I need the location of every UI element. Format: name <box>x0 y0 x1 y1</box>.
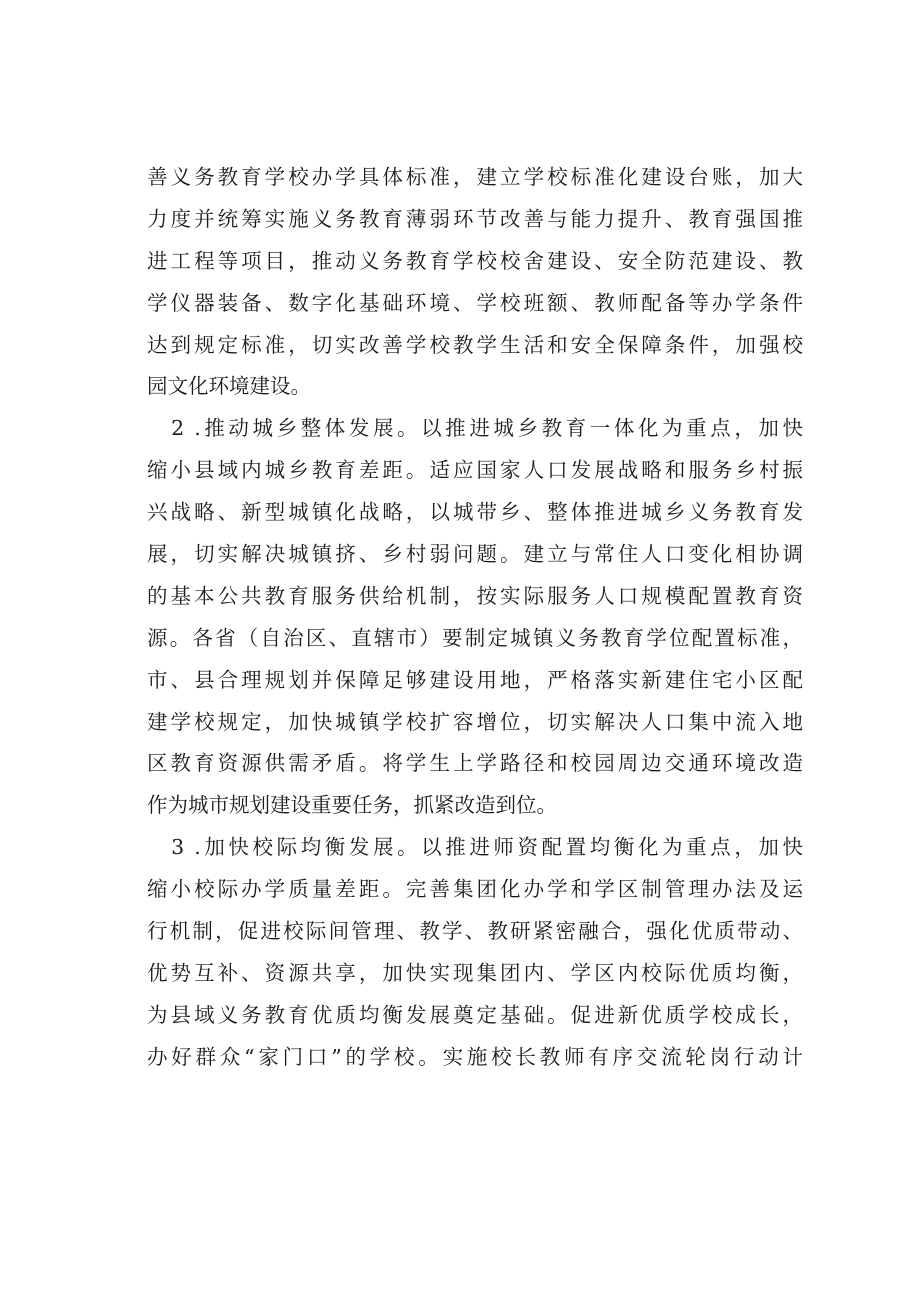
text-line: 区教育资源供需矛盾。将学生上学路径和校园周边交通环境改造 <box>147 751 803 776</box>
text-line: 的基本公共教育服务供给机制，按实际服务人口规模配置教育资 <box>147 583 803 608</box>
text-line: 善义务教育学校办学具体标准，建立学校标准化建设台账，加大 <box>147 165 803 189</box>
paragraph <box>147 827 803 1078</box>
text-line: 作为城市规划建设重要任务，抓紧改造到位。 <box>147 793 557 818</box>
text-line: 3 .加快校际均衡发展。以推进师资配置均衡化为重点，加快 <box>147 835 803 860</box>
text-line: 进工程等项目，推动义务教育学校校舍建设、安全防范建设、教 <box>147 248 803 273</box>
body-text <box>147 157 803 1079</box>
text-line: 2 .推动城乡整体发展。以推进城乡教育一体化为重点，加快 <box>147 416 803 441</box>
text-line: 缩小县域内城乡教育差距。适应国家人口发展战略和服务乡村振 <box>147 458 803 483</box>
text-line: 园文化环境建设。 <box>147 374 311 399</box>
text-line: 展，切实解决城镇挤、乡村弱问题。建立与常住人口变化相协调 <box>147 542 803 567</box>
text-line: 办好群众“家门口”的学校。实施校长教师有序交流轮岗行动计 <box>147 1044 803 1069</box>
text-line: 优势互补、资源共享，加快实现集团内、学区内校际优质均衡， <box>147 960 803 985</box>
text-line: 源。各省（自治区、直辖市）要制定城镇义务教育学位配置标准， <box>147 625 803 650</box>
paragraph <box>147 157 803 408</box>
text-line: 力度并统筹实施义务教育薄弱环节改善与能力提升、教育强国推 <box>147 206 803 231</box>
paragraph <box>147 408 803 827</box>
text-line: 建学校规定，加快城镇学校扩容增位，切实解决人口集中流入地 <box>147 709 803 734</box>
text-line: 学仪器装备、数字化基础环境、学校班额、教师配备等办学条件 <box>147 290 803 315</box>
text-line: 达到规定标准，切实改善学校教学生活和安全保障条件，加强校 <box>147 332 803 357</box>
text-line: 缩小校际办学质量差距。完善集团化办学和学区制管理办法及运 <box>147 877 803 902</box>
text-line: 行机制，促进校际间管理、教学、教研紧密融合，强化优质带动、 <box>147 919 803 944</box>
text-line: 市、县合理规划并保障足够建设用地，严格落实新建住宅小区配 <box>147 667 803 692</box>
text-line: 兴战略、新型城镇化战略，以城带乡、整体推进城乡义务教育发 <box>147 500 803 525</box>
text-line: 为县域义务教育优质均衡发展奠定基础。促进新优质学校成长， <box>147 1002 803 1027</box>
